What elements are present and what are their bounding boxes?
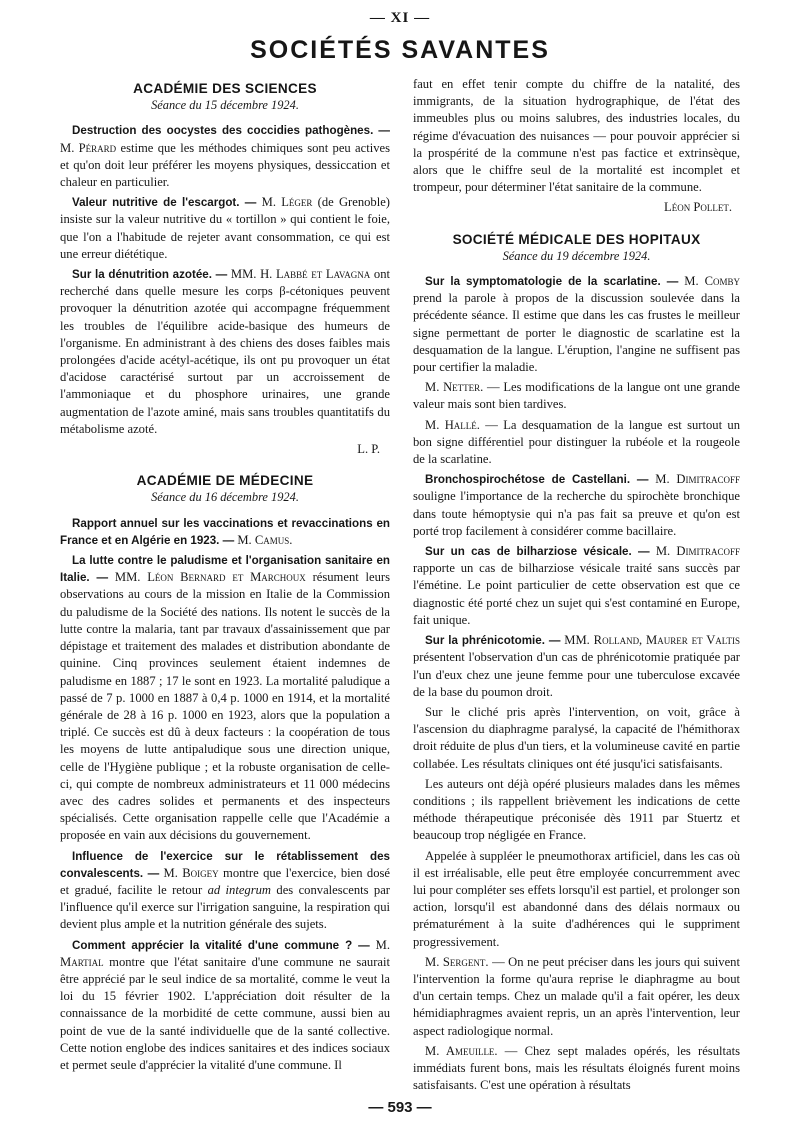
continuation-text: faut en effet tenir compte du chiffre de la natalité, des immigrants, de la situation hydrographique, de l'état des immeubles plus ou moins salubres, des industries locales, du régime d'évacuation des nuisances — pour pouvoir apprécier si la prospérité de la commune n'est pas factice et extrinsèque, alors que le chiffre seul de la mortalité est incomplet et trompeur, pour déterminer l'état sanitaire de la commune. bbox=[413, 77, 740, 195]
hopitaux-item bbox=[413, 417, 740, 469]
top-page-folio: — XI — bbox=[369, 10, 431, 26]
sciences-item bbox=[60, 194, 390, 263]
hopitaux-item bbox=[413, 632, 740, 701]
item-heading: Sur un cas de bilharziose vésicale. — bbox=[425, 545, 650, 559]
sciences-signature: L. P. bbox=[357, 442, 380, 457]
item-text: rapporte un cas de bilharziose vésicale traité sans succès par l'émétine. Le point particulier de cette observation est que ce diagnostic été porté chez un sujet qui s'est contaminé en Europe, fait unique. bbox=[413, 561, 740, 627]
item-author: M. Netter. bbox=[425, 380, 484, 395]
item-heading: Influence de l'exercice sur le rétablissement des convalescents. — bbox=[60, 849, 390, 880]
medecine-item bbox=[60, 848, 390, 934]
item-author: M. Martial bbox=[60, 937, 390, 969]
academie-sciences-date: Séance du 15 décembre 1924. bbox=[151, 98, 299, 113]
continuation-signature: Léon Pollet. bbox=[664, 200, 732, 215]
item-heading: Bronchospirochétose de Castellani. — bbox=[425, 473, 649, 487]
item-author: M. Boigey bbox=[163, 865, 219, 880]
item-author: MM. H. Labbé et Lavagna bbox=[230, 267, 371, 282]
medecine-item bbox=[60, 937, 390, 1075]
item-heading: Valeur nutritive de l'escargot. — bbox=[72, 196, 257, 210]
academie-medecine-date: Séance du 16 décembre 1924. bbox=[151, 490, 299, 505]
item-text: (de Grenoble) insiste sur la valeur nutritive du « tortillon » qui contient le foie, que l'on a l'habitude de rejeter avant consommation, ce qui est une erreur diététique. bbox=[60, 195, 391, 261]
medecine-item bbox=[60, 515, 390, 549]
item-heading: Destruction des oocystes des coccidies pathogènes. — bbox=[72, 124, 390, 138]
hopitaux-item bbox=[413, 471, 740, 540]
item-author: M. Comby bbox=[684, 274, 740, 289]
item-author: M. Sergent. bbox=[425, 954, 489, 969]
left-column bbox=[60, 80, 390, 1077]
right-column bbox=[413, 76, 740, 1097]
bottom-page-number: — 593 — bbox=[368, 1099, 432, 1116]
hopitaux-item bbox=[413, 1043, 740, 1095]
item-author: M. Pérard bbox=[60, 140, 117, 155]
societe-medicale-title: SOCIÉTÉ MÉDICALE DES HOPITAUX bbox=[452, 231, 701, 247]
medecine-item bbox=[60, 552, 390, 844]
academie-sciences-title: ACADÉMIE DES SCIENCES bbox=[133, 81, 317, 96]
item-author: M. Camus. bbox=[237, 532, 293, 547]
sciences-item bbox=[60, 266, 390, 438]
item-heading: Comment apprécier la vitalité d'une commune ? — bbox=[72, 938, 370, 952]
item-text: estime que les méthodes chimiques sont peu actives et qu'on doit leur préférer les moyens physiques, dessiccation et chaleur en particulier. bbox=[60, 140, 390, 190]
latin-phrase: ad integrum bbox=[207, 882, 272, 897]
sciences-item bbox=[60, 122, 390, 191]
item-text: montre que l'exercice, bien dosé et gradué, facilite le retour bbox=[60, 865, 390, 897]
item-text: — Chez sept malades opérés, les résultats immédiats furent bons, mais les résultats éloignés furent moins satisfaisants. C'est une opération à résultats bbox=[413, 1043, 740, 1093]
section-banner: SOCIÉTÉS SAVANTES bbox=[250, 36, 550, 64]
hopitaux-item bbox=[413, 379, 740, 413]
item-heading: La lutte contre le paludisme et l'organisation sanitaire en Italie. — bbox=[60, 554, 390, 585]
item-text: présentent l'observation d'un cas de phrénicotomie pratiquée par l'un d'eux chez une jeune femme pour une tuberculose excavée de la base du poumon droit. bbox=[413, 650, 740, 699]
body-paragraph: Appelée à suppléer le pneumothorax artificiel, dans les cas où il est irréalisable, elle peut être employée concurremment avec lui pour compléter ses effets lorsqu'il est partiel, et prolonger son action, lorsqu'il est abandonné dans des délais normaux ou prématurément à la suite d'adhérences qui le suppriment progressivement. bbox=[413, 848, 740, 949]
item-heading: Sur la phrénicotomie. — bbox=[425, 634, 561, 648]
item-author: M. Ameuille. bbox=[425, 1043, 498, 1058]
item-text: prend la parole à propos de la discussion soulevée dans la précédente séance. Il estime que dans les cas frustes le meilleur signe permettant de porter le diagnostic de scarlatine est la desquamation de la langue. L'éruption, l'angine ne suffisent pas pour certifier la maladie. bbox=[413, 291, 740, 375]
item-heading: Sur la dénutrition azotée. — bbox=[72, 268, 228, 282]
hopitaux-item bbox=[413, 954, 740, 1040]
hopitaux-item bbox=[413, 273, 740, 376]
academie-medecine-title: ACADÉMIE DE MÉDECINE bbox=[136, 473, 314, 489]
item-heading: Sur la symptomatologie de la scarlatine. — bbox=[425, 275, 679, 289]
item-text: résument leurs observations au cours de la mission en Italie de la Commission du paludisme de la Société des nations. Ils notent le succès de la lutte contre la malaria, tant par travaux d'assainissement que par dépistage et traitement des malades et distribution abondante de quinine. Cinq provinces seulement étaient indemnes de paludisme en 1887 ; 17 le sont en 1923. La mortalité paludique a passé de 7 p. 1000 en 1887 à 0,4 p. 1000 en 1914, et la mortalité générale de 28 à 16 p. 1000 en 1923, alors que la population a triplé. Ce succès est dû à deux facteurs : la coopération de tous les moyens de lutte antipaludique sous une direction unique, celle de l'Hygiène publique ; et la robuste organisation de celle-ci, qui compte de nombreux administrateurs et 11 000 médecins avec des cadres solides et permanents et des inspecteurs spécialisés. Cette organisation rappelle celle que l'Académie a proposée en vain aux décisions du gouvernement. bbox=[60, 570, 390, 843]
item-text: ont recherché dans quelle mesure les corps β-cétoniques peuvent provoquer la dénutrition azotée qui accompagne fréquemment les troubles de l'équilibre acide-basique des humeurs de l'organisme. En administrant à des chiens des doses faibles mais prolongées d'acide acétyl-acétique, ils ont pu provoquer un état d'acidose caractérisé surtout par un accroissement de l'ammoniaque et du phosphore urinaires, une grande augmentation de l'azote aminé, mais sans troubles quantitatifs du métabolisme azoté. bbox=[60, 267, 390, 436]
body-paragraph: Les auteurs ont déjà opéré plusieurs malades dans les mêmes conditions ; ils rappellent brièvement les indications de cette méthode thérapeutique préconisée dès 1911 par Stuertz et beaucoup trop négligée en France. bbox=[413, 776, 740, 843]
body-paragraph: Sur le cliché pris après l'intervention, on voit, grâce à l'ascension du diaphragme paralysé, la capacité de l'hémithorax droit réduite de plus d'un tiers, et la volumineuse cavité en partie collabée. Les résultats cliniques ont été jusqu'ici satisfaisants. bbox=[413, 704, 740, 771]
item-text: souligne l'importance de la recherche du spirochète bronchique dans toute hémoptysie qui n'a pas fait sa preuve et qu'on est porté trop facilement à considérer comme bacillaire. bbox=[413, 489, 740, 538]
item-text-end: des convalescents par l'influence qu'il exerce sur l'irrigation sanguine, la respiration qui devient plus ample et la nutrition générale des sujets. bbox=[60, 882, 390, 932]
hopitaux-item bbox=[413, 543, 740, 629]
item-author: M. Dimitracoff bbox=[655, 472, 740, 487]
item-text: montre que l'état sanitaire d'une commune ne saurait être apprécié par le seul indice de sa mortalité, comme le veut la loi du 15 février 1902. L'appréciation doit résulter de la connaissance de la morbidité de cette commune, aussi bien au point de vue de la santé individuelle que de la santé collective. Cette notion englobe des indices sanitaires et des indices sociaux et permet seule d'apprécier la vitalité d'une commune. Il bbox=[60, 954, 390, 1072]
item-text: — La desquamation de la langue est surtout un bon signe différentiel pour distinguer la rubéole et la rougeole de la scarlatine. bbox=[413, 417, 741, 467]
item-heading: Rapport annuel sur les vaccinations et revaccinations en France et en Algérie en 1923. — bbox=[60, 516, 390, 547]
item-author: M. Léger bbox=[261, 195, 313, 210]
item-author: MM. Léon Bernard et Marchoux bbox=[114, 570, 306, 585]
societe-medicale-date: Séance du 19 décembre 1924. bbox=[502, 248, 651, 263]
item-author: M. Hallé. bbox=[425, 417, 480, 432]
item-text: — Les modifications de la langue ont une grande valeur mais sont bien tardives. bbox=[413, 380, 740, 412]
item-author: M. Dimitracoff bbox=[655, 544, 740, 559]
item-author: MM. Rolland, Maurer et Valtis bbox=[564, 633, 740, 648]
item-text: — On ne peut préciser dans les jours qui suivent l'intervention la forme qu'aura reprise le diaphragme au bout d'un certain temps. Chez un malade qu'il a fait opérer, les deux hémidiaphragmes avaient repris, un an après l'intervention, leur aspect radiologique normal. bbox=[413, 954, 740, 1038]
